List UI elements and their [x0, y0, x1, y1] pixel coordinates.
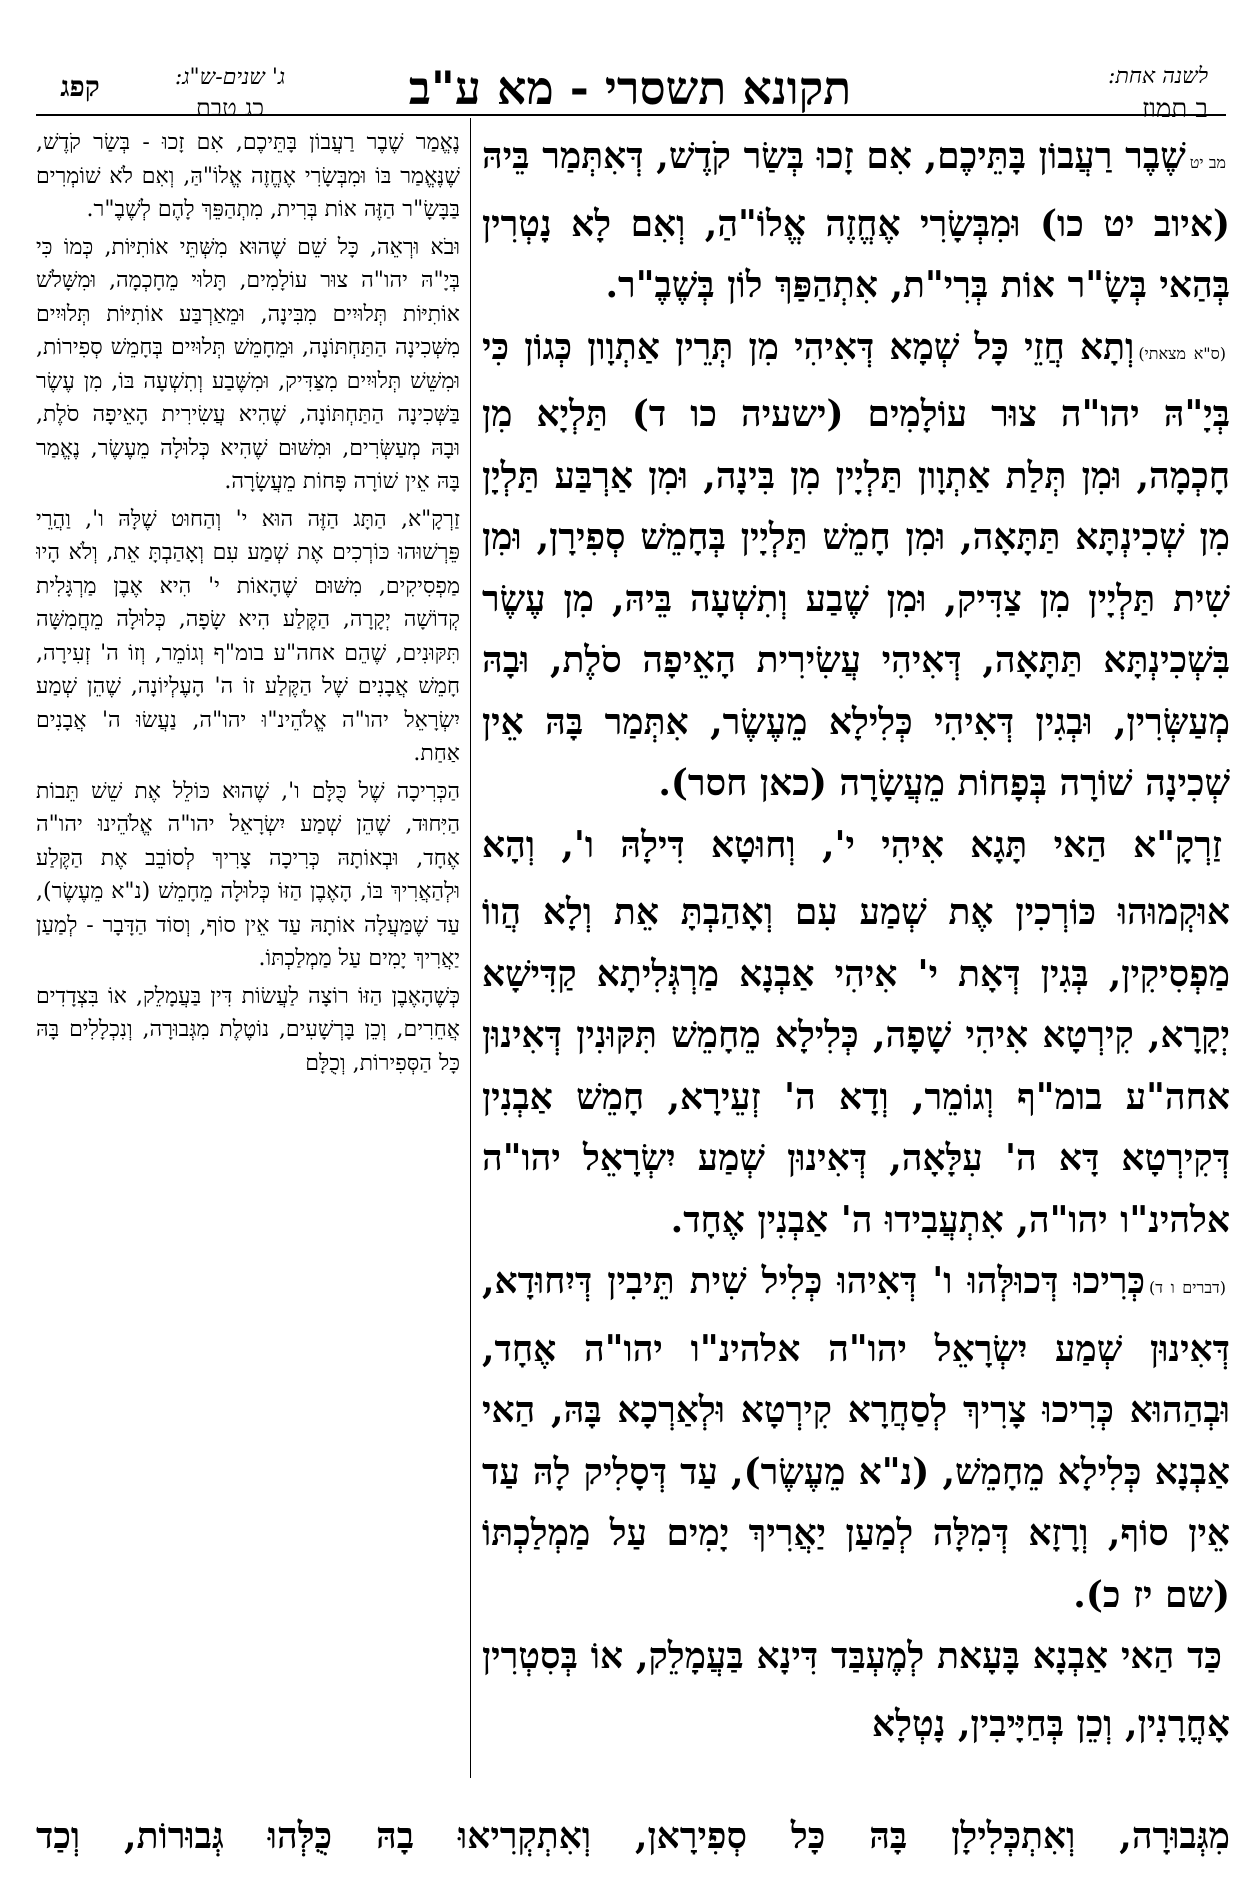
- header-right-date: [1108, 62, 1208, 126]
- verse-reference: [1222, 1653, 1230, 1672]
- page-number: קפג: [60, 70, 100, 103]
- main-paragraph-text: וְתָא חֲזֵי כָּל שְׁמָא דְּאִיהִי מִן תְּרֵין אַתְוָון כְּגוֹן כִּי בְּיָ"הּ יהו"ה צוּר עוֹלָמִים (ישעיה כו ד) תַּלְיָא מִן חָכְמָה, וּמִן תְּלַת אַתְוָון תַּלְיָין מִן בִּינָה, וּמִן אַרְבַּע תַּלְיָן מִן שְׁכִינְתָּא תַּתָּאָה, וּמִן חָמֵשׁ תַּלְיָין בְּחָמֵשׁ סְפִירָן, וּמִן שִׁית תַּלְיָין מִן צַדִּיק, וּמִן שֶׁבַע וְתִשְׁעָה בֵּיהּ, מִן עֶשֶׂר בִּשְׁכִינְתָּא תַּתָּאָה, דְּאִיהִי עֲשִׂירִית הָאֵיפָה סֹלֶת, וּבָהּ מְעַשְּׂרִין, וּבְגִין דְּאִיהִי כְּלִילָא מֵעֶשֶׂר, אִתְּמַר בָּהּ אֵין שְׁכִינָה שׁוֹרָה בְּפָחוֹת מֵעֲשָׂרָה (כאן חסר).: [482, 325, 1230, 804]
- three-year-schedule-label: ג' שנים-ש"ג:: [174, 65, 286, 90]
- verse-reference: (ס"א מצאתי): [1138, 343, 1227, 363]
- three-year-date: כג טבת: [196, 94, 264, 122]
- verse-reference: [1222, 842, 1230, 861]
- page-header: [0, 0, 1260, 124]
- column-divider: [470, 118, 471, 1778]
- main-column: [482, 126, 1230, 1776]
- bottom-full-width-line: מִגְּבוּרָה, וְאִתְכְּלִילָן בָּהּ כָּל סְפִירָאן, וְאִתְקְרִיאוּ בָהּ כֻּלְּהוּ גְּבוּרוֹת, וְכַד: [36, 1815, 1230, 1857]
- header-rule: [36, 114, 1226, 116]
- main-paragraph-text: שֶׁבֶר רַעֲבוֹן בָּתֵּיכֶם, אִם זָכוּ בְּשַׂר קֹדֶשׁ, דְּאִתְּמַר בֵּיהּ (איוב יט כו) וּמִבְּשָׂרִי אֶחֱזֶה אֱלוֹ"הַ, וְאִם לָא נָטְרִין בְּהַאי בְּשָׂ"ר אוֹת בְּרִי"ת, אִתְהַפַּךְ לוֹן בְּשֶׁבֶ"ר.: [482, 135, 1230, 306]
- main-paragraph-text: כַּד הַאי אַבְנָא בָּעָאת לְמֶעְבַּד דִּינָא בַּעֲמָלֵק, אוֹ בְּסִטְרִין אָחֳרָנִין, וְכֵן בְּחַיָּיבִין, נָטְלָא: [482, 1635, 1230, 1745]
- main-paragraph-text: זַרְקָ"א הַאי תָּגָא אִיהִי י', וְחוּטָא דִּילָהּ ו', וְהָא אוּקְמוּהוּ כּוֹרְכִין אֶת שְׁמַע עִם וְאָהַבְתָּ אֵת וְלָא הֲווֹ מַפְסִיקִין, בְּגִין דְּאָת י' אִיהִי אַבְנָא מַרְגְּלִיתָא קַדִּישָׁא יְקָרָא, קִירְטָא אִיהִי שָׁפָה, כְּלִילָא מֵחָמֵשׁ תִּקּוּנִין דְּאִינוּן אחה"ע בומ"ף וְגוֹמֵר, וְדָא ה' זְעֵירָא, חָמֵשׁ אַבְנִין דְּקִירְטָא דָּא ה' עִלָּאָה, דְּאִינוּן שְׁמַע יִשְׂרָאֵל יהו"ה אלהינ"ו יהו"ה, אִתְעֲבִידוּ ה' אַבְנִין אֶחָד.: [482, 823, 1230, 1241]
- page-title: תקונא תשסרי - מא ע"ב: [408, 61, 852, 115]
- verse-reference: מב יט: [1189, 153, 1227, 172]
- main-paragraph: [482, 1626, 1230, 1755]
- main-paragraph: [482, 126, 1230, 317]
- translation-paragraph: זַרְקָ"א, הַתָּג הַזֶּה הוּא י' וְהַחוּט שֶׁלָּהּ ו', וַהֲרֵי פֵּרְשׁוּהוּ כּוֹרְכִים אֶת שְׁמַע עִם וְאָהַבְתָּ אֵת, וְלֹא הָיוּ מַפְסִיקִים, מִשּׁוּם שֶׁהָאוֹת י' הִיא אֶבֶן מַרְגָּלִית קְדוֹשָׁה יְקָרָה, הַקֶּלַע הִיא שָׂפָה, כְּלוּלָה מֵחֲמִשָּׁה תִּקּוּנִים, שֶׁהֵם אחה"ע בומ"ף וְגוֹמֵר, וְזוֹ ה' זְעִירָה, חָמֵשׁ אֲבָנִים שֶׁל הַקֶּלַע זוֹ ה' הָעֶלְיוֹנָה, שֶׁהֵן שְׁמַע יִשְׂרָאֵל יהו"ה אֱלֹהֵינ"וּ יהו"ה, נַעֲשׂוּ ה' אֲבָנִים אַחַת.: [36, 506, 460, 766]
- one-year-schedule-label: לשנה אחת:: [1108, 64, 1208, 89]
- main-paragraph: [482, 1251, 1230, 1626]
- translation-paragraph: הַכְּרִיכָה שֶׁל כֻּלָּם ו', שֶׁהוּא כּוֹלֵל אֶת שֵׁשׁ תֵּבוֹת הַיִּחוּד, שֶׁהֵן שְׁמַע יִשְׂרָאֵל יהו"ה אֱלֹהֵינוּ יהו"ה אֶחָד, וּבְאוֹתָהּ כְּרִיכָה צָרִיךְ לְסוֹבֵב אֶת הַקֶּלַע וּלְהַאֲרִיךְ בּוֹ, הָאֶבֶן הַזּוֹ כְּלוּלָה מֵחָמֵשׁ (נ"א מֵעֶשֶׂר), עַד שֶׁמַּעֲלָה אוֹתָהּ עַד אֵין סוֹף, וְסוֹד הַדָּבָר - לְמַעַן יַאֲרִיךְ יָמִים עַל מַמְלַכְתּוֹ.: [36, 778, 460, 971]
- main-paragraph: [482, 317, 1230, 815]
- one-year-date: ב תמוז: [1142, 94, 1208, 124]
- main-paragraph: [482, 815, 1230, 1252]
- translation-column: [36, 126, 460, 1776]
- translation-paragraph: נֶאֱמַר שֶׁבֶר רַעֲבוֹן בָּתֵּיכֶם, אִם זָכוּ - בְּשַׂר קֹדֶשׁ, שֶׁנֶּאֱמַר בּוֹ וּמִבְּשָׂרִי אֶחֱזֶה אֱלוֹ"הַּ, וְאִם לֹא שׁוֹמְרִים בַּבָּשָׂ"ר הַזֶּה אוֹת בְּרִית, מִתְהַפֵּךְ לָהֶם לְשֶׁבֶ"ר.: [36, 130, 460, 222]
- translation-paragraph: כְּשֶׁהָאֶבֶן הַזּוֹ רוֹצָה לַעֲשׂוֹת דִּין בַּעֲמָלֵק, אוֹ בִּצְדָדִים אֲחֵרִים, וְכֵן בָּרְשָׁעִים, נוֹטֶלֶת מִגְּבוּרָה, וְנִכְלָלִים בָּהּ כָּל הַסְּפִירוֹת, וְכֻלָּם: [36, 983, 460, 1076]
- verse-reference: (דברים ו ד): [1149, 1278, 1226, 1297]
- translation-paragraph: וּבֹא וּרְאֵה, כָּל שֵׁם שֶׁהוּא מִשְּׁתֵּי אוֹתִיּוֹת, כְּמוֹ כִּי בְּיָ"הּ יהו"ה צוּר עוֹלָמִים, תָּלוּי מֵחָכְמָה, וּמִשָּׁלֹשׁ אוֹתִיּוֹת תְּלוּיִים מִבִּינָה, וּמֵאַרְבַּע אוֹתִיּוֹת תְּלוּיִים מִשְּׁכִינָה הַתַּחְתּוֹנָה, וּמֵחָמֵשׁ תְּלוּיִים בְּחָמֵשׁ סְפִירוֹת, וּמִשֵּׁשׁ תְּלוּיִים מִצַּדִּיק, וּמִשֶּׁבַע וְתִשְׁעָה בּוֹ, מִן עֶשֶׂר בַּשְּׁכִינָה הַתַּחְתּוֹנָה, שֶׁהִיא עֲשִׂירִית הָאֵיפָה סֹלֶת, וּבָהּ מְעַשְּׂרִים, וּמִשּׁוּם שֶׁהִיא כְּלוּלָה מֵעֶשֶׂר, נֶאֱמַר בָּהּ אֵין שׁוֹרָה פָּחוֹת מֵעֲשָׂרָה.: [36, 234, 460, 494]
- main-paragraph-text: כְּרִיכוּ דְּכוּלְּהוּ ו' דְּאִיהוּ כְּלִיל שִׁית תֵּיבִין דְּיִחוּדָא, דְּאִינוּן שְׁמַע יִשְׂרָאֵל יהו"ה אלהינ"ו יהו"ה אֶחָד, וּבְהַהוּא כְּרִיכוּ צָרִיךְ לְסַחֲרָא קִירְטָא וּלְאַרְכָא בָּהּ, הַאי אַבְנָא כְּלִילָא מֵחָמֵשׁ, (נ"א מֵעֶשֶׂר), עַד דְּסָלִיק לָהּ עַד אֵין סוֹף, וְרָזָא דְּמִלָּה לְמַעַן יַאֲרִיךְ יָמִים עַל מַמְלַכְתּוֹ (שם יז כ).: [482, 1260, 1230, 1616]
